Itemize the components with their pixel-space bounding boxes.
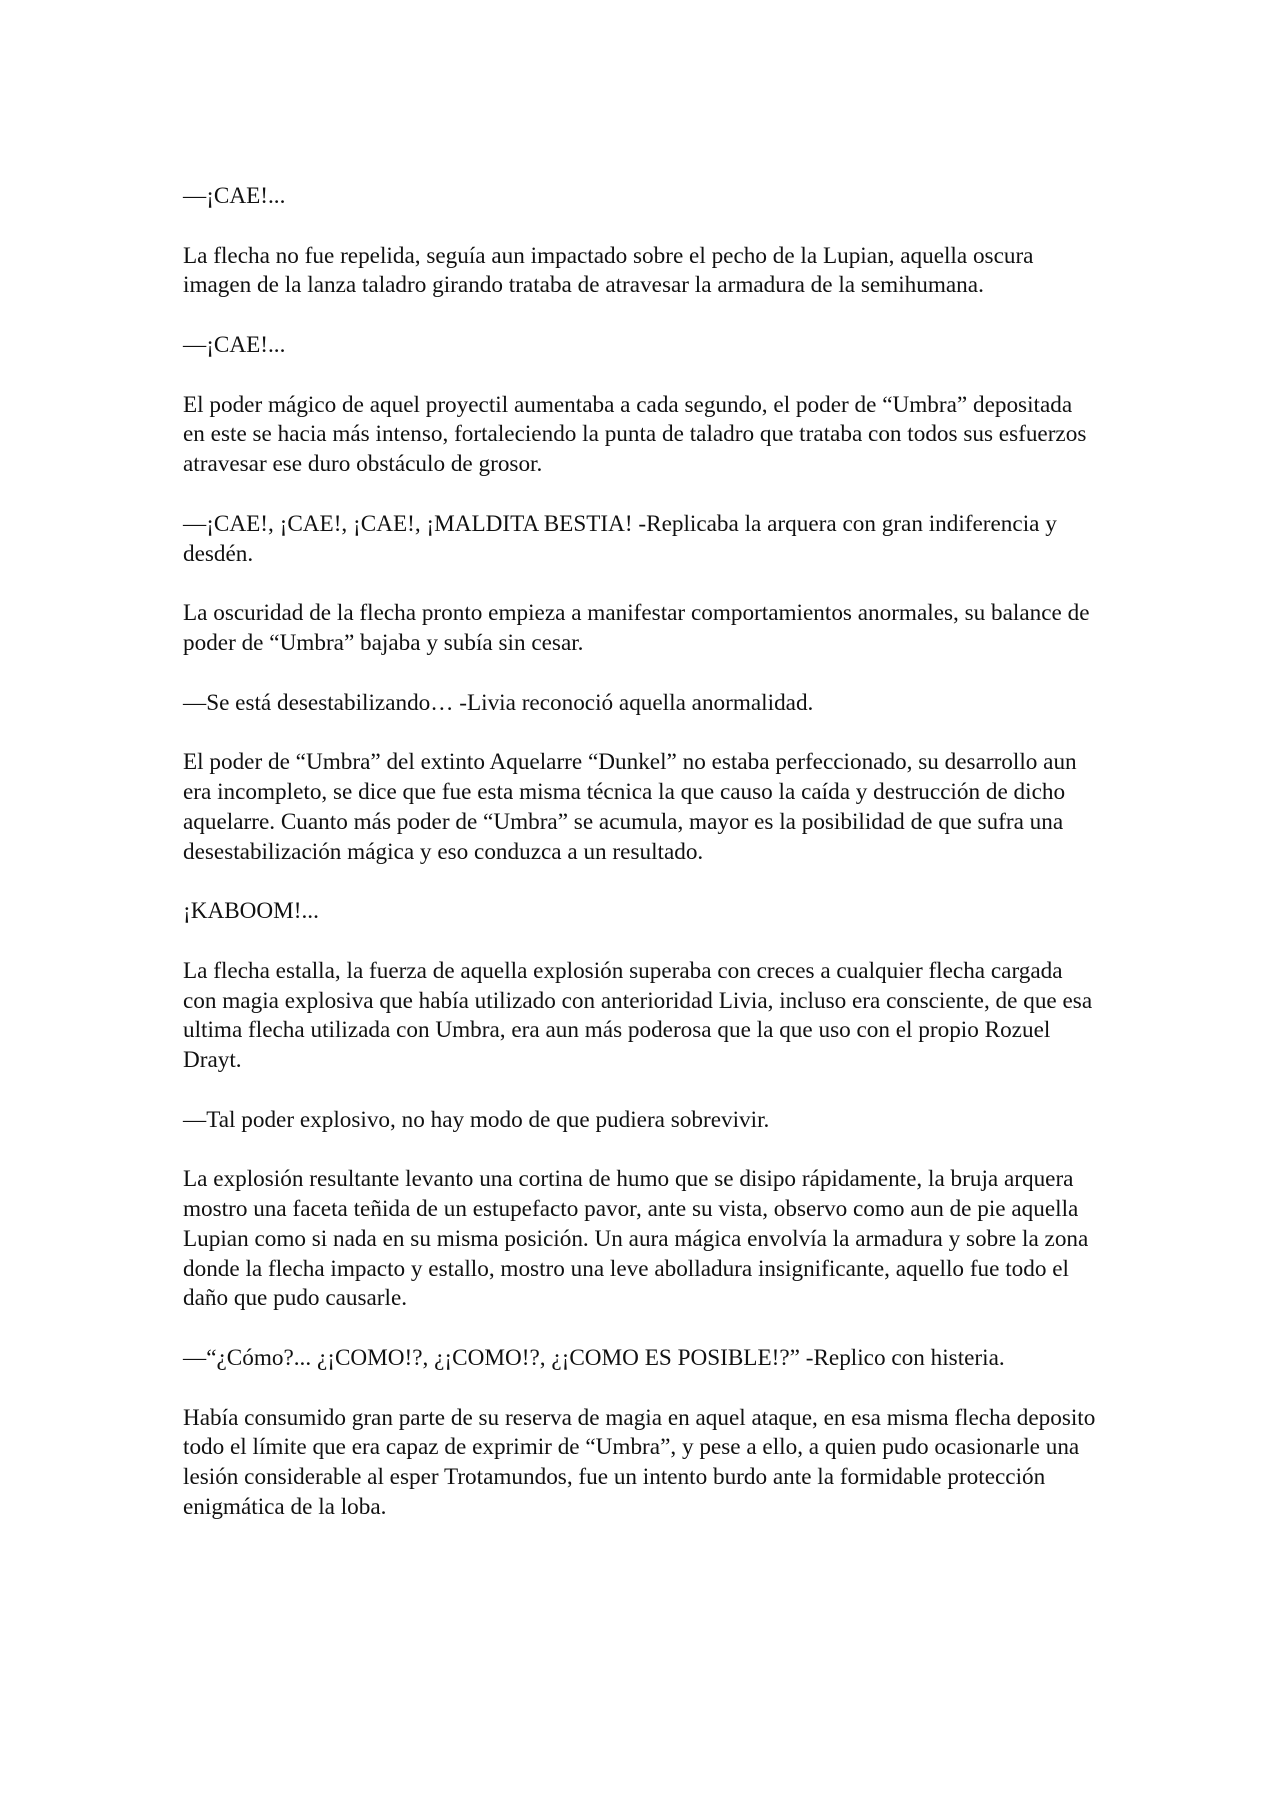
paragraph-arrow-not-repelled: La flecha no fue repelida, seguía aun impactado sobre el pecho de la Lupian, aquella oscura imagen de la lanza taladro girando trataba de atravesar la armadura de la semihumana. bbox=[183, 242, 1034, 299]
paragraph-dialogue-destabilizing: —Se está desestabilizando… -Livia reconoció aquella anormalidad. bbox=[183, 689, 814, 716]
paragraph-explosion-result: La explosión resultante levanto una cortina de humo que se disipo rápidamente, la bruja arquera mostro una faceta teñida de un estupefacto pavor, ante su vista, observo como aun de pie aquella Lupian como si nada en su misma posición. Un aura mágica envolvía la armadura y sobre la zona donde la flecha impacto y estallo, mostro una leve abolladura insignificante, aquello fue todo el daño que pudo causarle. bbox=[183, 1166, 1089, 1312]
paragraph-arrow-explodes: La flecha estalla, la fuerza de aquella explosión superaba con creces a cualquier flecha cargada con magia explosiva que había utilizado con anterioridad Livia, incluso era consciente, de que esa ultima flecha utilizada con Umbra, era aun más poderosa que la que uso con el propio Rozuel Drayt. bbox=[183, 957, 1093, 1074]
paragraph-dialogue-cae-1: —¡CAE!... bbox=[183, 183, 286, 209]
paragraph-dialogue-cae-2: —¡CAE!... bbox=[183, 331, 286, 358]
paragraph-dialogue-como-es-posible: —“¿Cómo?... ¿¡COMO!?, ¿¡COMO!?, ¿¡COMO ES POSIBLE!?” -Replico con histeria. bbox=[183, 1345, 1005, 1372]
paragraph-dialogue-explosive-power: —Tal poder explosivo, no hay modo de que pudiera sobrevivir. bbox=[183, 1106, 770, 1133]
paragraph-darkness-abnormal: La oscuridad de la flecha pronto empieza a manifestar comportamientos anormales, su balance de poder de “Umbra” bajaba y subía sin cesar. bbox=[183, 600, 1090, 656]
paragraph-projectile-power: El poder mágico de aquel proyectil aumentaba a cada segundo, el poder de “Umbra” depositada en este se hacia más intenso, fortaleciendo la punta de taladro que trataba con todos sus esfuerzos atravesar ese duro obstáculo de grosor. bbox=[183, 391, 1087, 478]
paragraph-umbra-power-explained: El poder de “Umbra” del extinto Aquelarre “Dunkel” no estaba perfeccionado, su desarrollo aun era incompleto, se dice que fue esta misma técnica la que causo la caída y destrucción de dicho aquelarre. Cuanto más poder de “Umbra” se acumula, mayor es la posibilidad de que sufra una desestabilización mágica y eso conduzca a un resultado. bbox=[183, 749, 1077, 865]
paragraph-magic-reserve-consumed: Había consumido gran parte de su reserva de magia en aquel ataque, en esa misma flecha deposito todo el límite que era capaz de exprimir de “Umbra”, y pese a ello, a quien pudo ocasionarle una lesión considerable al esper Trotamundos, fue un intento burdo ante la formidable protección enigmática de la loba. bbox=[183, 1404, 1096, 1521]
paragraph-kaboom: ¡KABOOM!... bbox=[183, 898, 319, 925]
document-body bbox=[183, 182, 1098, 1553]
paragraph-dialogue-maldita-bestia: —¡CAE!, ¡CAE!, ¡CAE!, ¡MALDITA BESTIA! -Replicaba la arquera con gran indiferencia y desdén. bbox=[183, 510, 1057, 567]
